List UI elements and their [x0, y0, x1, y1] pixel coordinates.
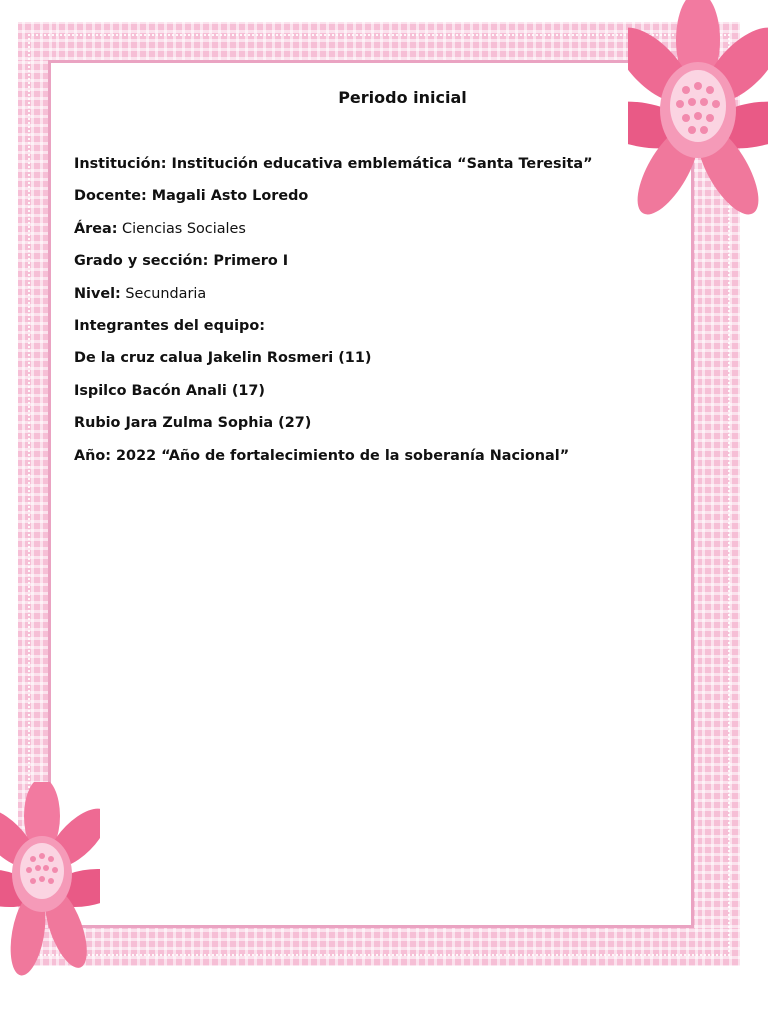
field-docente — [74, 186, 674, 218]
field-label: Institución: — [74, 156, 167, 172]
page-title: Periodo inicial — [338, 88, 467, 107]
team-member: De la cruz calua Jakelin Rosmeri (11) — [74, 350, 372, 367]
field-value: Institución educativa emblemática “Santa Teresita” — [166, 156, 593, 172]
field-value: Secundaria — [120, 285, 207, 302]
field-value: Primero I — [208, 253, 289, 270]
team-member: Rubio Jara Zulma Sophia (27) — [74, 415, 312, 432]
field-year — [74, 446, 674, 478]
field-label: Nivel: — [74, 285, 121, 302]
field-value: Magali Asto Loredo — [146, 188, 309, 205]
field-area — [74, 219, 674, 251]
field-grado — [74, 251, 674, 283]
field-value: Ciencias Sociales — [117, 220, 246, 237]
field-label: Año: — [74, 447, 112, 464]
field-label: Grado y sección: — [74, 253, 209, 270]
document-body — [74, 154, 674, 478]
team-heading: Integrantes del equipo: — [74, 317, 265, 334]
team-member: Ispilco Bacón Anali (17) — [74, 382, 266, 399]
field-label: Docente: — [74, 188, 147, 205]
field-institucion — [74, 154, 674, 186]
field-label: Área: — [74, 220, 118, 237]
field-nivel — [74, 284, 674, 316]
field-value: 2022 “Año de fortalecimiento de la soberanía Nacional” — [111, 447, 570, 464]
